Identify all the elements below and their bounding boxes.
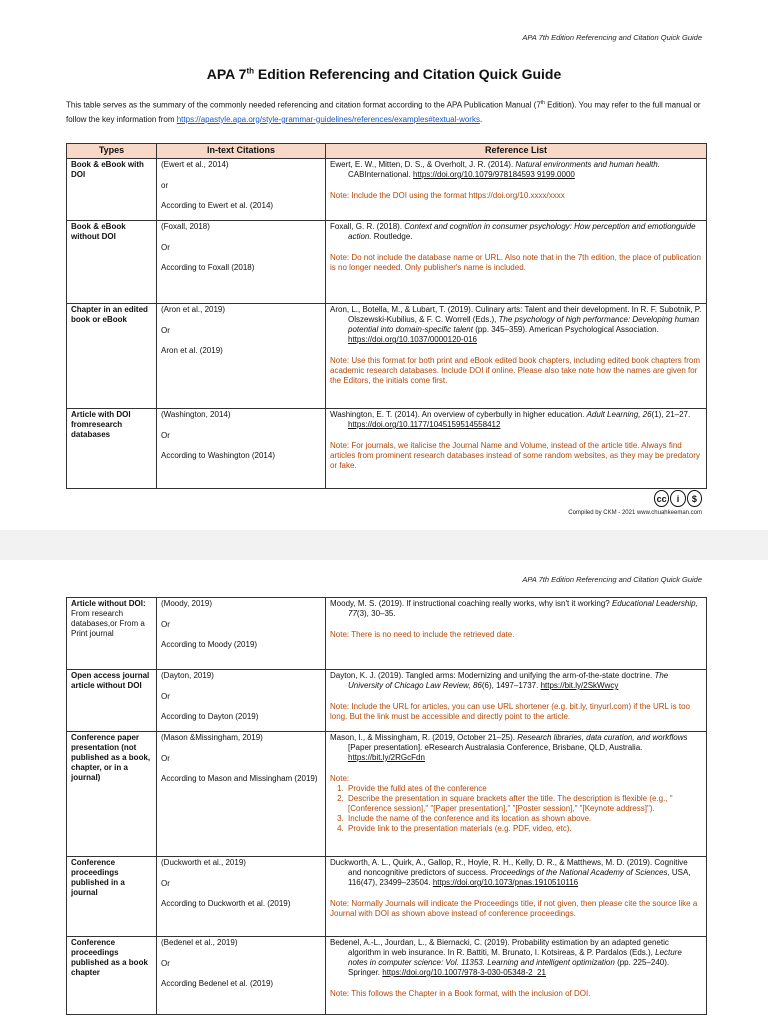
citation-example: (Mason &Missingham, 2019) — [161, 733, 263, 742]
noncommercial-icon: $ — [687, 490, 702, 507]
creative-commons-icon: cc — [654, 490, 669, 507]
citation-example: Or — [161, 958, 170, 968]
reference-italic-title: Research libraries, data curation, and workflows — [517, 733, 688, 742]
in-text-citation-cell — [157, 670, 326, 732]
reference-text: Bedenel, A.-L., Jourdan, L., & Biernacki, C. (2019). Probability estimation by an adapted genetic algorithm in web insurance. In R. Battiti, M. Brunato, I. Kotsireas, & P. Pardalos (Eds.), — [330, 938, 669, 957]
reference-list-cell — [326, 732, 707, 857]
reference-note: Note: For journals, we italicise the Journal Name and Volume, instead of the article title. Always find articles from prominent research databases instead of some random websites, as they may be predatory or fake. — [330, 440, 700, 470]
reference-note: Note: Normally Journals will indicate the Proceedings title, if not given, then please cite the source like a Journal with DOI as shown above instead of conference proceedings. — [330, 898, 698, 918]
reference-text: CABInternational. — [348, 170, 413, 179]
reference-type-cell — [67, 159, 157, 221]
table-row — [67, 670, 707, 732]
table-row — [67, 159, 707, 221]
citation-example: Or — [161, 242, 170, 252]
citation-example: (Bedenel et al., 2019) — [161, 938, 238, 947]
reference-text: [Paper presentation]. eResearch Australasia Conference, Brisbane, QLD, Australia. — [348, 743, 643, 752]
doi-link[interactable]: https://bit.ly/2RGcFdn — [348, 753, 425, 762]
intro-paragraph: This table serves as the summary of the commonly needed referencing and citation format according to the APA Publication Manual (7th Edition). You may refer to the full manual or follow the key information from https://apastyle.apa.org/style-grammar-guidelines/references/examples#textual-works. — [66, 100, 701, 124]
citation-example: According to Dayton (2019) — [161, 712, 259, 721]
table-row — [67, 857, 707, 937]
doi-link[interactable]: https://bit.ly/2SkWwcy — [540, 681, 619, 690]
header-reference-list: Reference List — [326, 144, 707, 159]
citation-example: According to Mason and Missingham (2019) — [161, 774, 318, 783]
reference-list-cell — [326, 598, 707, 670]
reference-list-cell — [326, 304, 707, 409]
in-text-citation-cell — [157, 857, 326, 937]
table-row — [67, 409, 707, 489]
page-two — [0, 560, 768, 1024]
in-text-citation-cell — [157, 409, 326, 489]
page-gap — [0, 530, 768, 560]
citation-table-part-1 — [66, 143, 707, 489]
reference-italic-title: The University of Chicago Law Review, 86 — [348, 671, 669, 690]
reference-text: Foxall, G. R. (2018). — [330, 222, 405, 231]
license-badge — [654, 490, 702, 507]
in-text-citation-cell — [157, 732, 326, 857]
citation-example: (Foxall, 2018) — [161, 222, 210, 231]
reference-type-label: Conference proceedings published in a journal — [71, 858, 125, 897]
reference-note: Note: Do not include the database name or URL. Also note that in the 7th edition, the place of publication is no longer needed. Only publisher's name is included. — [330, 252, 701, 272]
reference-type-label: Chapter in an edited book or eBook — [71, 305, 148, 324]
citation-example: (Ewert et al., 2014) — [161, 160, 229, 169]
doi-link[interactable]: https://doi.org/10.1177/1045159514558412 — [348, 420, 501, 429]
reference-text: Dayton, K. J. (2019). Tangled arms: Modernizing and unifying the arm-of-the-state doctrine. — [330, 671, 655, 680]
note-list-item: 1. Provide the fulld ates of the conference — [346, 784, 702, 794]
note-list-item: 4. Provide link to the presentation materials (e.g. PDF, video, etc). — [346, 824, 702, 834]
reference-note: Note: Use this format for both print and eBook edited book chapters, including edited book chapters from academic research databases. Include DOI if online. Please also take note how the names are given for the Editors, the initials come first. — [330, 355, 700, 385]
note-list — [330, 784, 702, 834]
in-text-citation-cell — [157, 937, 326, 1015]
table-row — [67, 221, 707, 304]
in-text-citation-cell — [157, 304, 326, 409]
reference-list-cell — [326, 670, 707, 732]
citation-example: Or — [161, 325, 170, 335]
citation-example: (Dayton, 2019) — [161, 671, 214, 680]
citation-example: or — [161, 180, 169, 190]
reference-italic-title: Adult Learning, 26 — [586, 410, 652, 419]
attribution-icon: i — [670, 490, 685, 507]
table-row — [67, 304, 707, 409]
citation-example: According to Duckworth et al. (2019) — [161, 899, 291, 908]
reference-text: (pp. 345–359). American Psychological Association. — [472, 325, 659, 334]
reference-type-label: Conference proceedings published as a book chapter — [71, 938, 148, 977]
reference-type-label: Conference paper presentation (not published as a book, chapter, or in a journal) — [71, 733, 151, 782]
reference-text: Washington, E. T. (2014). An overview of cyberbully in higher education. — [330, 410, 587, 419]
reference-text: (1), 21–27. — [651, 410, 691, 419]
reference-entry — [330, 858, 702, 888]
reference-type-label: Article without DOI: — [71, 599, 146, 608]
reference-text: (pp. 225–240). Springer. — [348, 958, 670, 977]
table-header-row — [67, 144, 707, 159]
document-title: APA 7th Edition Referencing and Citation Quick Guide — [206, 66, 562, 82]
reference-italic-title: Context and cognition in consumer psychology: How perception and emotionguide action. — [348, 222, 696, 241]
doi-link[interactable]: https://doi.org/10.1073/pnas.1910510116 — [432, 878, 579, 887]
doi-link[interactable]: https://doi.org/10.1007/978-3-030-05348-2_21 — [382, 968, 546, 977]
citation-example: Or — [161, 878, 170, 888]
reference-list-cell — [326, 857, 707, 937]
reference-list-cell — [326, 937, 707, 1015]
reference-text: Ewert, E. W., Mitten, D. S., & Overholt, J. R. (2014). — [330, 160, 516, 169]
reference-type-label: Book & eBook without DOI — [71, 222, 126, 241]
in-text-citation-cell — [157, 598, 326, 670]
reference-text: Moody, M. S. (2019). If instructional coaching really works, why isn't it working? — [330, 599, 612, 608]
reference-text: Mason, I., & Missingham, R. (2019, October 21–25). — [330, 733, 518, 742]
citation-example: Or — [161, 753, 170, 763]
reference-entry — [330, 671, 702, 691]
reference-type-cell — [67, 598, 157, 670]
in-text-citation-cell — [157, 159, 326, 221]
reference-note: Note: This follows the Chapter in a Book format, with the inclusion of DOI. — [330, 988, 591, 998]
citation-example: Or — [161, 691, 170, 701]
reference-entry — [330, 938, 702, 978]
reference-type-cell — [67, 304, 157, 409]
citation-example: According to Foxall (2018) — [161, 263, 255, 272]
citation-example: (Duckworth et al., 2019) — [161, 858, 246, 867]
reference-type-cell — [67, 732, 157, 857]
reference-text: USA, 116(47), 23499–23504. — [348, 868, 691, 887]
reference-text: Routledge. — [371, 232, 413, 241]
reference-type-label: Article with DOI fromresearch databases — [71, 410, 131, 439]
reference-type-cell — [67, 409, 157, 489]
citation-example: According Bedenel et al. (2019) — [161, 979, 274, 988]
reference-type-label: Book & eBook with DOI — [71, 160, 144, 179]
header-types: Types — [67, 144, 157, 159]
note-list-item: 3. Include the name of the conference and its location as shown above. — [346, 814, 702, 824]
reference-italic-title: Proceedings of the National Academy of Sciences, — [490, 868, 670, 877]
citation-example: According to Washington (2014) — [161, 451, 275, 460]
apa-style-link[interactable]: https://apastyle.apa.org/style-grammar-guidelines/references/examples#textual-works — [176, 114, 480, 124]
reference-list-cell — [326, 159, 707, 221]
reference-entry — [330, 410, 702, 430]
citation-table-part-2 — [66, 597, 707, 1015]
reference-note: Note: Include the DOI using the format https://doi.org/10.xxxx/xxxx — [330, 190, 565, 200]
reference-list-cell — [326, 221, 707, 304]
reference-note: Note: Include the URL for articles, you can use URL shortener (e.g. bit.ly, tinyurl.com) if the URL is too long. But the link must be accessible and directly point to the article. — [330, 701, 691, 721]
reference-text: (3), 30–35. — [356, 609, 396, 618]
citation-example: Or — [161, 430, 170, 440]
in-text-citation-cell — [157, 221, 326, 304]
citation-example: Aron et al. (2019) — [161, 346, 223, 355]
header-in-text-citations: In-text Citations — [157, 144, 326, 159]
reference-note: Note: — [330, 773, 350, 783]
reference-entry — [330, 222, 702, 242]
table-row — [67, 598, 707, 670]
doi-link[interactable]: https://doi.org/10.1079/978184593 9199.0000 — [412, 170, 575, 179]
reference-type-cell — [67, 857, 157, 937]
compiled-by-footer: Compiled by CKM - 2021 www.chuahkeeman.com — [568, 510, 702, 516]
note-list-item: 2. Describe the presentation in square brackets after the title. The description is flexible (e.g., "[Conference session]," "[Paper presentation]," "[Poster session]," "[Keynote address]"). — [346, 794, 702, 814]
reference-note: Note: There is no need to include the retrieved date. — [330, 629, 515, 639]
citation-example: According to Ewert et al. (2014) — [161, 201, 274, 210]
reference-italic-title: Natural environments and human health. — [515, 160, 660, 169]
reference-list-cell — [326, 409, 707, 489]
reference-italic-title: Lecture notes in computer science: Vol. 11353. Learning and intelligent optimization — [348, 948, 682, 967]
citation-example: (Washington, 2014) — [161, 410, 231, 419]
running-header: APA 7th Edition Referencing and Citation Quick Guide — [522, 33, 702, 42]
running-header: APA 7th Edition Referencing and Citation Quick Guide — [522, 575, 702, 584]
reference-entry — [330, 160, 702, 180]
reference-text: Duckworth, A. L., Quirk, A., Gallop, R., Hoyle, R. H., Kelly, D. R., & Matthews, M. D. (2019). Cognitive and noncognitive predictors of success. — [330, 858, 688, 877]
citation-example: Or — [161, 619, 170, 629]
reference-type-cell — [67, 937, 157, 1015]
reference-italic-title: Educational Leadership, 77 — [348, 599, 698, 618]
reference-entry — [330, 733, 702, 763]
reference-text: (6), 1497–1737. — [481, 681, 541, 690]
citation-example: According to Moody (2019) — [161, 640, 258, 649]
doi-link[interactable]: https://doi.org/10.1037/0000120-016 — [348, 335, 477, 344]
reference-type-cell — [67, 670, 157, 732]
reference-text: Aron, L., Botella, M., & Lubart, T. (2019). Culinary arts: Talent and their development. In R. F. Subotnik, P. Olszewski-Kubilius, & F. C. Worrell (Eds.), — [330, 305, 702, 324]
citation-example: (Moody, 2019) — [161, 599, 212, 608]
reference-italic-title: The psychology of high performance: Developing human potential into domain-specific talent — [348, 315, 700, 334]
table-row — [67, 937, 707, 1015]
citation-example: (Aron et al., 2019) — [161, 305, 226, 314]
reference-type-detail: From research databases,or From a Print journal — [71, 609, 145, 638]
reference-type-cell — [67, 221, 157, 304]
reference-entry — [330, 599, 702, 619]
table-row — [67, 732, 707, 857]
reference-type-label: Open access journal article without DOI — [71, 671, 150, 690]
reference-entry — [330, 305, 702, 345]
